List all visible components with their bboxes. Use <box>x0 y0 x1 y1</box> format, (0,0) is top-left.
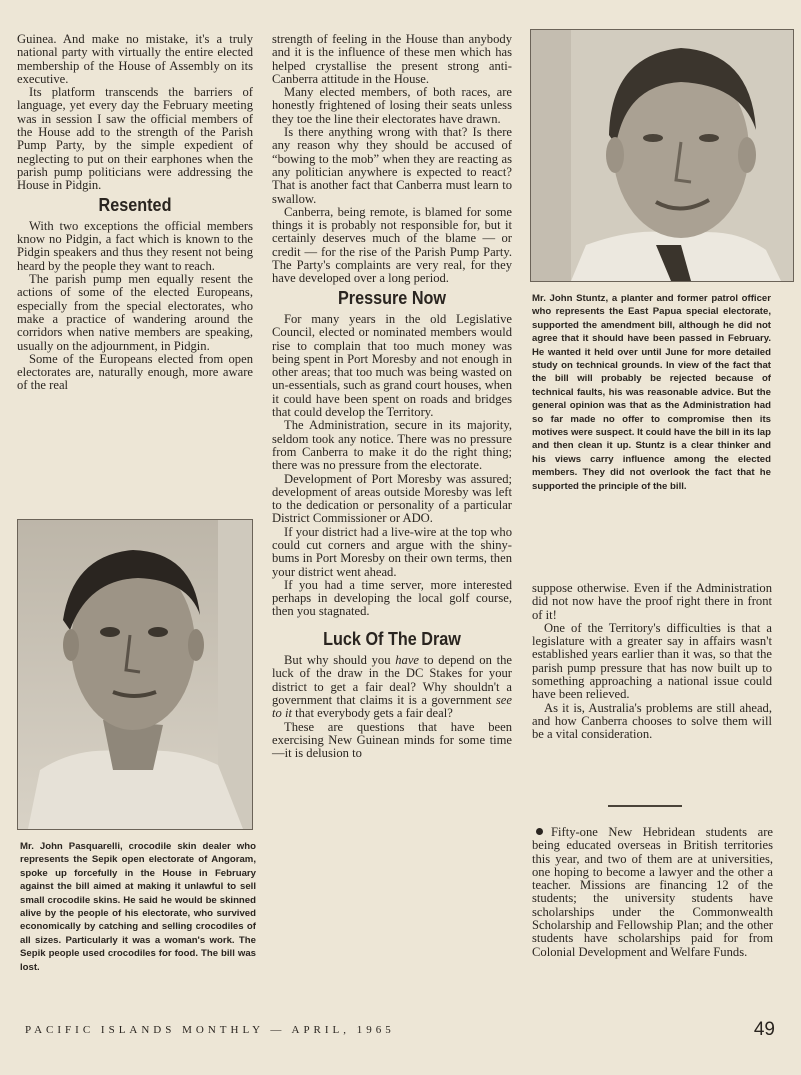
paragraph: Canberra, being remote, is blamed for some things it is probably not responsible for, but it certainly deserves much of the blame — or credit — for the rise of the Parish Pump Party. The Party's complaints are very real, for they have developed over a long period. <box>272 204 512 286</box>
photo-caption-stuntz: Mr. John Stuntz, a planter and former patrol officer who represents the East Papua special electorate, supported the amendment bill, although he did not agree that it should have been passed in February. He wanted it held over until June for more detailed study on technical grounds. In view of the fact that the bill will probably be rejected because of technical faults, his was reasonable advice. But the general opinion was that as the Administration had so far made no offer to compromise then its motives were suspect. It could have the bill in its lap and then clean it up. Stuntz is a clear thinker and his views carry influence among the elected members. They did not overlook the fact that he supported the principle of the bill. <box>532 293 771 492</box>
paragraph: Its platform transcends the barriers of language, yet every day the February meeting was in session I saw the official members of the House add to the strength of the Parish Pump Party, by the simple expedient of neglecting to put on their earphones when the parish pump politicians were addressing the House in Pidgin. <box>17 85 253 193</box>
paragraph: Some of the Europeans elected from open electorates are, naturally enough, more aware of the real <box>17 351 253 393</box>
photo-john-stuntz <box>530 29 794 282</box>
text-run: that everybody gets a fair deal? <box>291 706 453 721</box>
emphasis-text: have <box>395 653 419 668</box>
paragraph: One of the Territory's difficulties is that a legislature with a greater say in affairs wasn't established years earlier than it was, so that the parish pump pressure that has now built up to something approaching a national issue could have been relieved. <box>532 620 772 702</box>
section-heading-pressure-now: Pressure Now <box>337 287 447 308</box>
paragraph: As it is, Australia's problems are still ahead, and how Canberra chooses to solve them will be a vital consideration. <box>532 700 772 742</box>
paragraph <box>272 654 512 720</box>
news-brief <box>532 826 773 959</box>
paragraph: For many years in the old Legislative Council, elected or nominated members would rise to complain that too much money was being spent in Port Moresby and not enough in other areas; that too much was being wasted on un-essentials, such as grand court houses, when it could have been spent on roads and bridges that could develop the Territory. <box>272 311 512 420</box>
article-column-1 <box>17 33 253 393</box>
page-number: 49 <box>753 1019 775 1040</box>
paragraph: These are questions that have been exercising New Guinean minds for some time—it is delusion to <box>272 719 512 761</box>
article-column-2 <box>272 33 512 760</box>
paragraph: strength of feeling in the House than anybody and it is the influence of these men which has helped crystallise the present strong anti-Canberra attitude in the House. <box>272 32 512 86</box>
brief-text: Fifty-one New Hebridean students are being educated overseas in British territories this year, and two of them are at universities, one hoping to become a lawyer and the other a teacher. Missions are financing 12 of the students; the university students have scholarships under the Commonwealth Scholarship and Fellowship Plan; and the other students have scholarships paid for from Colonial Development and Welfare Funds. <box>532 825 773 959</box>
text-run: But why should you <box>284 653 396 668</box>
page-footer <box>25 1019 775 1042</box>
paragraph: Guinea. And make no mistake, it's a truly national party with virtually the entire elected membership of the House of Assembly on its executive. <box>17 32 253 86</box>
paragraph: With two exceptions the official members know no Pidgin, a fact which is known to the Pidgin speakers and thus they resent not being heard by the people they want to reach. <box>17 218 253 273</box>
photo-caption-pasquarelli: Mr. John Pasquarelli, crocodile skin dealer who represents the Sepik open electorate of Angoram, spoke up forcefully in the House in February against the bill aimed at making it unlawful to sell small crocodile skins. He said he would be skinned alive by the people of his electorate, who survived economically by catching and selling crocodiles of all sizes. Particularly it was a woman's work. The Sepik people used crocodiles for food. The bill was lost. <box>20 841 256 973</box>
paragraph: If you had a time server, more interested perhaps in developing the local golf course, then you stagnated. <box>272 577 512 619</box>
photo-john-pasquarelli <box>17 519 253 830</box>
emphasis-text: see to it <box>272 692 512 721</box>
section-heading-resented: Resented <box>98 194 172 215</box>
paragraph: Development of Port Moresby was assured; development of areas outside Moresby was left to the dedication or personality of a particular District Commissioner or ADO. <box>272 471 512 526</box>
paragraph: The Administration, secure in its majority, seldom took any notice. There was no pressure from Canberra to make it do the right thing; there was no pressure from the electorate. <box>272 418 512 473</box>
article-column-3 <box>532 582 772 742</box>
paragraph: The parish pump men equally resent the actions of some of the elected Europeans, especially from the special electorates, who make a practice of wandering around the corridors when native members are speaking, usually on the adjournment, in Pidgin. <box>17 272 253 353</box>
paragraph: If your district had a live-wire at the top who could cut corners and argue with the shiny-bums in Port Moresby on their own terms, then your district went ahead. <box>272 524 512 579</box>
bullet-icon <box>536 828 543 835</box>
paragraph: Many elected members, of both races, are honestly frightened of losing their seats unless they toe the line their electorates have drawn. <box>272 85 512 126</box>
paragraph: suppose otherwise. Even if the Administration did not now have the proof right there in front of it! <box>532 581 772 622</box>
section-heading-luck-of-the-draw: Luck Of The Draw <box>323 628 461 649</box>
paragraph <box>532 826 773 959</box>
publication-line: PACIFIC ISLANDS MONTHLY — APRIL, 1965 <box>25 1024 395 1036</box>
section-divider <box>608 805 682 807</box>
paragraph: Is there anything wrong with that? Is there any reason why they should be accused of “bowing to the mob” when they are reacting as any politician anywhere is expected to react? That is another fact that Canberra must learn to swallow. <box>272 125 512 206</box>
text-run: to depend on the luck of the draw in the DC Stakes for your district to get a fair deal? Why shouldn't a government that claims it is a government <box>272 653 512 707</box>
